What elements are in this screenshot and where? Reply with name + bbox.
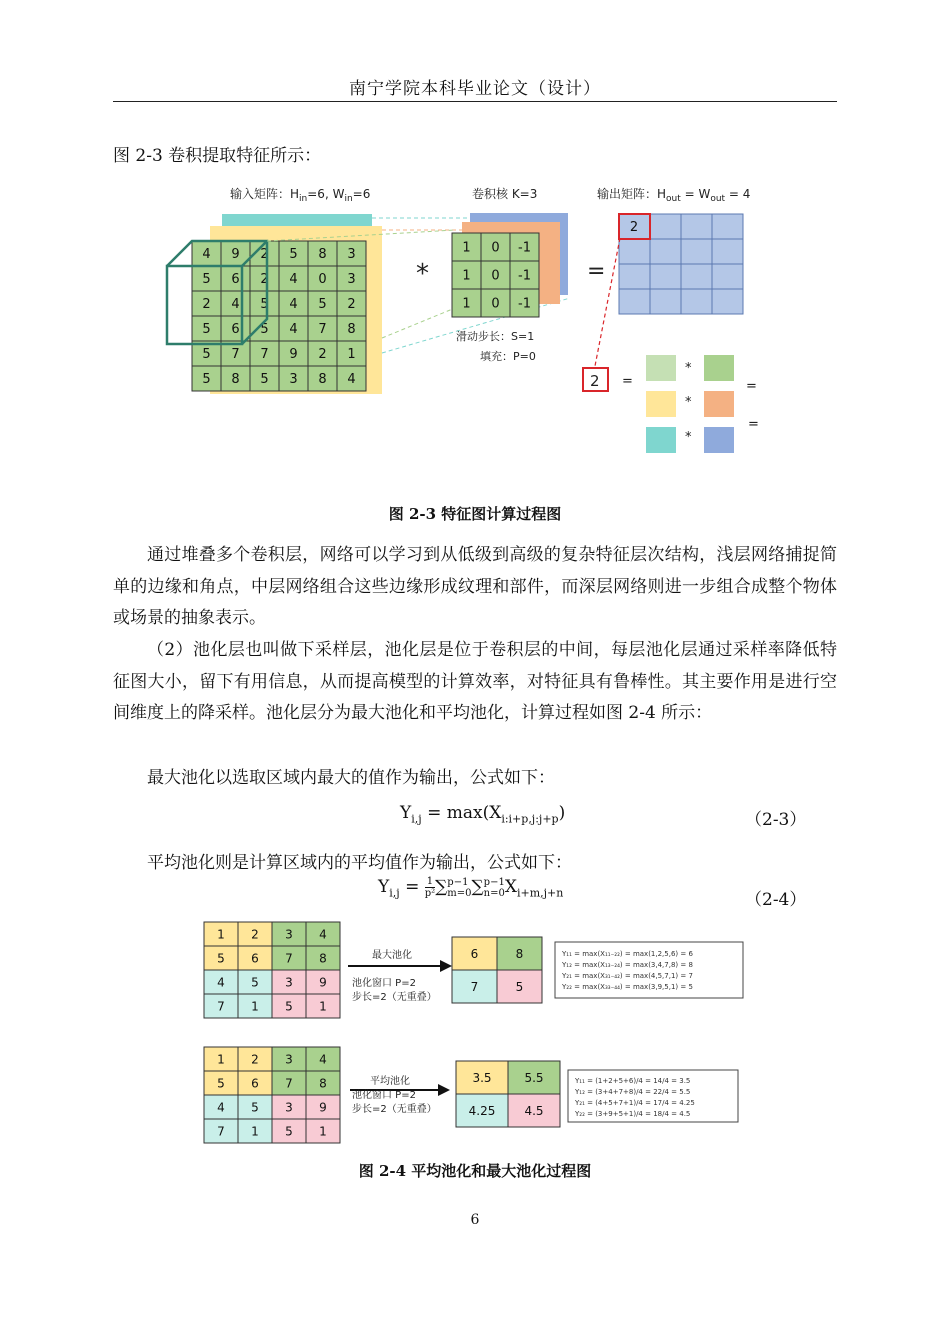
output-matrix-cell (712, 264, 743, 289)
output-matrix-cell (681, 264, 712, 289)
kernel-matrix-cell (481, 233, 510, 261)
input-matrix-cell (308, 241, 337, 266)
conv-operator: * (416, 259, 429, 289)
input-matrix-cell (308, 366, 337, 391)
input-matrix-value: 5 (318, 297, 327, 313)
input-matrix-cell (337, 366, 366, 391)
max-input-value: 5 (251, 975, 259, 990)
input-matrix-value: 8 (347, 322, 356, 338)
equation-number-2-3: （2-3） (745, 810, 807, 830)
input-matrix-cell (308, 341, 337, 366)
max-input-value: 4 (319, 927, 327, 942)
max-input-cell (272, 970, 306, 994)
max-output-cell (452, 937, 497, 970)
kernel-matrix-cell (481, 261, 510, 289)
input-matrix-value: 4 (289, 272, 298, 288)
avg-input-value: 1 (217, 1052, 225, 1067)
avg-input-cell (238, 1095, 272, 1119)
input-matrix-value: 5 (289, 247, 298, 263)
max-output-value: 5 (515, 979, 524, 994)
padding-label: 填充：P=0 (480, 350, 536, 363)
detail-operators (622, 361, 759, 445)
max-input-cell (238, 970, 272, 994)
avg-input-cell (306, 1119, 340, 1143)
input-matrix-value: 7 (318, 322, 327, 338)
avg-input-value: 2 (251, 1052, 259, 1067)
input-matrix (192, 241, 366, 391)
kernel-matrix-value: -1 (518, 296, 531, 312)
input-matrix-cell (250, 366, 279, 391)
input-matrix-cell (250, 266, 279, 291)
input-matrix-cell (279, 266, 308, 291)
formula-avg-pooling: $Y_{i,j}$ = $\frac{1}{\text{p²}}$ ∑ p−1 m=0 ∑ p−1 n=0 $X_{i+m,j+n}$ (378, 876, 564, 900)
kernel-matrix-value: 0 (491, 296, 500, 312)
output-matrix-cell (650, 289, 681, 314)
avg-input-value: 5 (217, 1076, 225, 1091)
max-input-cell (272, 946, 306, 970)
svg-text:*: * (685, 430, 692, 445)
page-header: 南宁学院本科毕业论文（设计） (349, 79, 601, 99)
input-matrix-value: 7 (231, 347, 240, 363)
kernel-matrix-value: -1 (518, 268, 531, 284)
input-matrix-value: 3 (347, 272, 356, 288)
input-matrix-value: 5 (202, 322, 211, 338)
max-input-value: 3 (285, 975, 293, 990)
avg-input-cell (204, 1119, 238, 1143)
max-input-cell (272, 922, 306, 946)
input-matrix-value: 6 (231, 322, 240, 338)
output-matrix-cell (681, 239, 712, 264)
max-input-cell (238, 946, 272, 970)
avg-pooling-window: 池化窗口 P=2 (352, 1090, 416, 1101)
max-input-value: 5 (217, 951, 225, 966)
input-matrix-value: 5 (202, 347, 211, 363)
pooling-figure (200, 918, 750, 1148)
figure-caption-2-4: 图 2-4 平均池化和最大池化过程图 (358, 1162, 592, 1180)
avg-output-value: 4.5 (524, 1103, 544, 1118)
avg-output-value: 3.5 (472, 1070, 492, 1085)
max-input-value: 1 (251, 999, 259, 1014)
avg-input-value: 3 (285, 1052, 293, 1067)
figure-intro: 图 2-3 卷积提取特征所示： (113, 146, 322, 166)
input-matrix-cell (279, 366, 308, 391)
result-value: 2 (590, 372, 600, 390)
avg-input-value: 3 (285, 1100, 293, 1115)
output-matrix-cell (650, 239, 681, 264)
input-matrix-cell (192, 241, 221, 266)
avg-input-cell (272, 1119, 306, 1143)
kernel-matrix-cell (481, 289, 510, 317)
max-input-value: 9 (319, 975, 327, 990)
avg-input-value: 7 (217, 1124, 225, 1139)
max-input-cell (204, 994, 238, 1018)
max-input-value: 5 (285, 999, 293, 1014)
output-matrix-label: 输出矩阵：$H_{out} = W_{out} = 4$ (597, 187, 751, 204)
input-matrix-value: 2 (347, 297, 356, 313)
max-pooling-input-matrix (204, 922, 340, 1018)
avg-formula-line: Y₂₁ = (4+5+7+1)/4 = 17/4 = 4.25 (575, 1099, 695, 1107)
svg-text:=: = (622, 374, 633, 389)
avg-input-cell (306, 1071, 340, 1095)
max-input-value: 4 (217, 975, 225, 990)
avg-formula-line: Y₁₂ = (3+4+7+8)/4 = 22/4 = 5.5 (575, 1088, 691, 1096)
avg-output-cell (456, 1094, 508, 1127)
max-input-value: 7 (217, 999, 225, 1014)
input-matrix-cell (337, 291, 366, 316)
input-matrix-value: 4 (231, 297, 240, 313)
avg-input-value: 1 (251, 1124, 259, 1139)
output-matrix-cell (619, 239, 650, 264)
output-matrix-cell (681, 214, 712, 239)
input-matrix-value: 4 (289, 297, 298, 313)
avg-input-cell (272, 1071, 306, 1095)
formula-max-pooling: $Y_{i,j} = \max(X_{i:i+p,j:j+p})$ (400, 803, 566, 826)
input-matrix-value: 5 (202, 272, 211, 288)
input-matrix-label: 输入矩阵：$H_{in}=6$, $W_{in}=6$ (230, 187, 371, 204)
max-input-value: 8 (319, 951, 327, 966)
figure-caption-2-3: 图 2-3 特征图计算过程图 (388, 505, 562, 523)
input-matrix-cell (250, 341, 279, 366)
input-matrix-cell (279, 341, 308, 366)
max-pooling-title: 最大池化 (372, 950, 412, 961)
input-matrix-value: 4 (347, 372, 356, 388)
convolution-figure (150, 178, 790, 468)
paragraph-pooling: （2）池化层也叫做下采样层，池化层是位于卷积层的中间，每层池化层通过采样率降低特征图大小，留下有用信息，从而提高模型的计算效率，对特征具有鲁棒性。其主要作用是进行空间维度上的降采样。池化层分为最大池化和平均池化，计算过程如图 2-4 所示： (113, 640, 837, 723)
output-matrix (619, 214, 743, 314)
avg-formula-line: Y₁₁ = (1+2+5+6)/4 = 14/4 = 3.5 (575, 1077, 691, 1085)
max-input-value: 6 (251, 951, 259, 966)
input-matrix-value: 4 (289, 322, 298, 338)
input-matrix-value: 8 (231, 372, 240, 388)
stride-label: 滑动步长：S=1 (456, 330, 535, 343)
input-matrix-value: 2 (260, 272, 269, 288)
input-matrix-cell (221, 316, 250, 341)
output-matrix-cell (619, 264, 650, 289)
max-input-cell (306, 946, 340, 970)
input-matrix-value: 2 (202, 297, 211, 313)
avg-output-value: 4.25 (468, 1103, 496, 1118)
kernel-matrix-value: 0 (491, 240, 500, 256)
max-output-value: 6 (470, 946, 479, 961)
input-matrix-value: 1 (347, 347, 356, 363)
avg-pooling-title: 平均池化 (370, 1076, 410, 1087)
input-matrix-value: 7 (260, 347, 269, 363)
max-input-cell (272, 994, 306, 1018)
output-matrix-cell (650, 264, 681, 289)
avg-input-cell (204, 1095, 238, 1119)
svg-text:*: * (685, 361, 692, 376)
max-formula-line: Y₂₁ = max(X₃₁₋₄₂) = max(4,5,7,1) = 7 (562, 972, 693, 980)
max-input-value: 3 (285, 927, 293, 942)
max-output-cell (497, 970, 542, 1003)
kernel-matrix-cell (510, 261, 539, 289)
max-pooling-window: 池化窗口 P=2 (352, 978, 416, 989)
input-matrix-cell (192, 291, 221, 316)
input-matrix-value: 5 (260, 322, 269, 338)
max-input-cell (306, 922, 340, 946)
avg-pooling-stride: 步长=2（无重叠） (352, 1104, 437, 1115)
avg-output-cell (508, 1094, 560, 1127)
avg-input-value: 1 (319, 1124, 327, 1139)
paragraph-hierarchy: 通过堆叠多个卷积层，网络可以学习到从低级到高级的复杂特征层次结构，浅层网络捕捉简单的边缘和角点，中层网络组合这些边缘形成纹理和部件，而深层网络则进一步组合成整个物体或场景的抽象表示。 (113, 545, 837, 628)
input-matrix-cell (250, 291, 279, 316)
avg-output-cell (508, 1061, 560, 1094)
kernel-matrix-cell (452, 261, 481, 289)
avg-output-cell (456, 1061, 508, 1094)
kernel-matrix-value: 1 (462, 268, 471, 284)
red-dashed-link (595, 238, 620, 366)
avg-input-value: 6 (251, 1076, 259, 1091)
max-pooling-output-matrix (452, 937, 542, 1003)
input-matrix-cell (337, 266, 366, 291)
avg-input-value: 4 (217, 1100, 225, 1115)
kernel-matrix-cell (510, 233, 539, 261)
max-output-value: 8 (515, 946, 524, 961)
input-matrix-cell (279, 316, 308, 341)
avg-input-cell (238, 1047, 272, 1071)
equals-operator: = (587, 259, 606, 284)
max-formula-line: Y₂₂ = max(X₃₃₋₄₄) = max(3,9,5,1) = 5 (562, 983, 693, 991)
input-matrix-value: 9 (289, 347, 298, 363)
max-formula-line: Y₁₂ = max(X₁₃₋₂₄) = max(3,4,7,8) = 8 (562, 961, 693, 969)
avg-input-cell (204, 1071, 238, 1095)
output-matrix-cell (619, 289, 650, 314)
input-matrix-cell (192, 366, 221, 391)
svg-text:=: = (746, 379, 757, 394)
max-input-cell (238, 994, 272, 1018)
input-matrix-value: 8 (318, 372, 327, 388)
avg-input-cell (272, 1047, 306, 1071)
input-matrix-value: 2 (260, 247, 269, 263)
svg-text:=: = (748, 417, 759, 432)
input-matrix-value: 6 (231, 272, 240, 288)
avg-input-value: 7 (285, 1076, 293, 1091)
svg-text:*: * (685, 395, 692, 410)
kernel-label: 卷积核 K=3 (472, 187, 538, 201)
max-output-cell (497, 937, 542, 970)
kernel-matrix-cell (510, 289, 539, 317)
input-matrix-cell (308, 266, 337, 291)
max-input-value: 1 (319, 999, 327, 1014)
input-matrix-value: 5 (260, 297, 269, 313)
avg-input-value: 8 (319, 1076, 327, 1091)
avg-input-cell (204, 1047, 238, 1071)
input-matrix-cell (337, 316, 366, 341)
page-number: 6 (470, 1212, 480, 1228)
input-matrix-cell (192, 316, 221, 341)
output-matrix-cell (712, 214, 743, 239)
output-matrix-cell (712, 289, 743, 314)
equation-number-2-4: （2-4） (745, 890, 807, 910)
input-matrix-cell (221, 266, 250, 291)
input-matrix-cell (279, 241, 308, 266)
kernel-matrix-value: -1 (518, 240, 531, 256)
max-input-cell (238, 922, 272, 946)
input-matrix-cell (337, 341, 366, 366)
kernel-matrix-value: 0 (491, 268, 500, 284)
max-pooling-stride: 步长=2（无重叠） (352, 992, 437, 1003)
kernel-matrix-cell (452, 233, 481, 261)
max-output-cell (452, 970, 497, 1003)
input-matrix-cell (337, 241, 366, 266)
input-matrix-value: 2 (318, 347, 327, 363)
paragraph-max-pooling: 最大池化以选取区域内最大的值作为输出，公式如下： (147, 768, 555, 788)
kernel-matrix-value: 1 (462, 296, 471, 312)
max-output-value: 7 (470, 979, 479, 994)
output-first-value: 2 (629, 220, 639, 235)
kernel-matrix-cell (452, 289, 481, 317)
input-matrix-value: 8 (318, 247, 327, 263)
avg-pooling-output-matrix (456, 1061, 560, 1127)
max-input-cell (306, 970, 340, 994)
max-input-value: 7 (285, 951, 293, 966)
max-pooling-arrow (348, 960, 452, 972)
input-matrix-value: 3 (289, 372, 298, 388)
avg-formula-line: Y₂₂ = (3+9+5+1)/4 = 18/4 = 4.5 (575, 1110, 691, 1118)
input-matrix-cell (279, 291, 308, 316)
max-input-cell (204, 922, 238, 946)
avg-input-value: 5 (251, 1100, 259, 1115)
input-matrix-cell (221, 366, 250, 391)
input-matrix-value: 5 (202, 372, 211, 388)
input-matrix-value: 0 (318, 272, 327, 288)
kernel-matrix-value: 1 (462, 240, 471, 256)
avg-input-cell (306, 1095, 340, 1119)
max-input-value: 2 (251, 927, 259, 942)
input-matrix-cell (308, 316, 337, 341)
avg-input-cell (272, 1095, 306, 1119)
input-matrix-cell (308, 291, 337, 316)
avg-pooling-input-matrix (204, 1047, 340, 1143)
output-matrix-cell (650, 214, 681, 239)
max-input-cell (204, 970, 238, 994)
max-formula-line: Y₁₁ = max(X₁₁₋₂₂) = max(1,2,5,6) = 6 (562, 950, 693, 958)
avg-input-value: 9 (319, 1100, 327, 1115)
avg-input-cell (306, 1047, 340, 1071)
input-matrix-value: 5 (260, 372, 269, 388)
max-input-cell (204, 946, 238, 970)
input-matrix-cell (221, 291, 250, 316)
avg-input-value: 4 (319, 1052, 327, 1067)
paragraph-avg-pooling: 平均池化则是计算区域内的平均值作为输出，公式如下： (147, 853, 572, 873)
avg-input-cell (238, 1119, 272, 1143)
input-matrix-value: 4 (202, 247, 211, 263)
input-matrix-cell (192, 266, 221, 291)
kernel-matrix (452, 233, 539, 317)
input-matrix-value: 9 (231, 247, 240, 263)
avg-output-value: 5.5 (524, 1070, 544, 1085)
avg-input-cell (238, 1071, 272, 1095)
header-rule (113, 101, 837, 102)
input-matrix-value: 3 (347, 247, 356, 263)
max-input-value: 1 (217, 927, 225, 942)
output-matrix-cell (681, 289, 712, 314)
max-input-cell (306, 994, 340, 1018)
avg-input-value: 5 (285, 1124, 293, 1139)
output-matrix-cell (712, 239, 743, 264)
